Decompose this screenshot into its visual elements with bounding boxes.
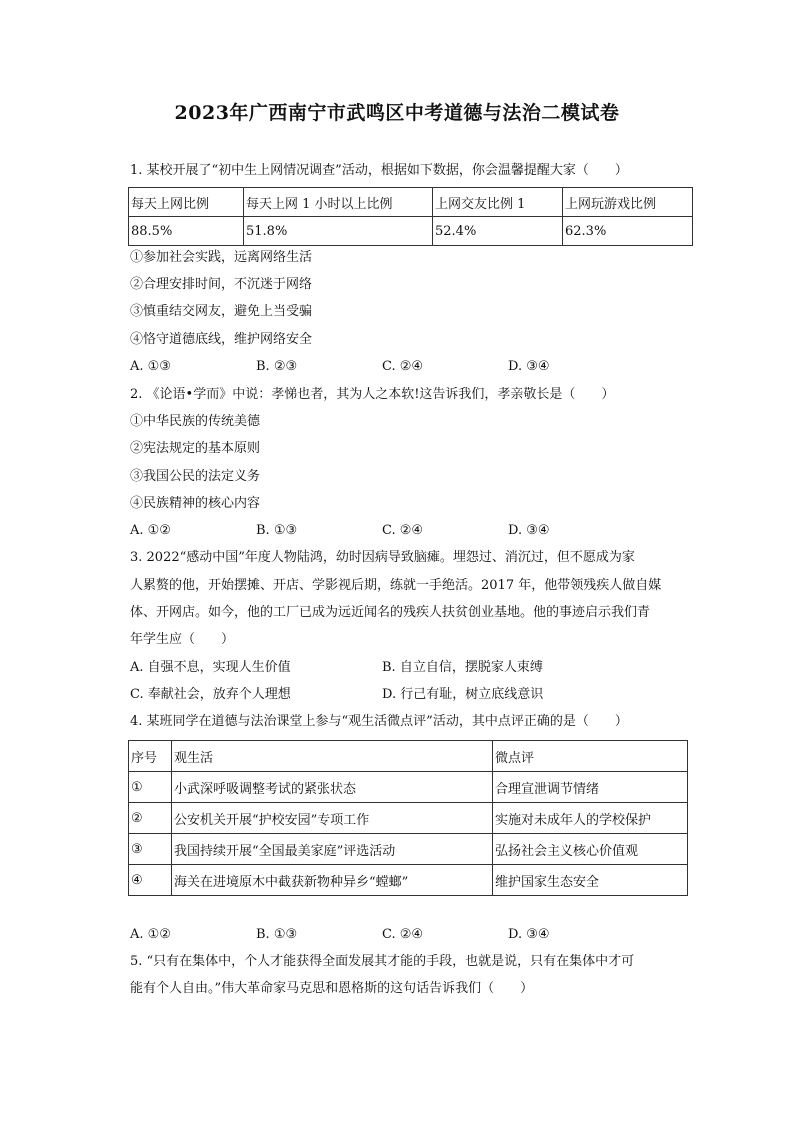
q4-stem: 4. 某班同学在道德与法治课堂上参与“观生活微点评”活动，其中点评正确的是（ ）	[130, 714, 628, 729]
table-row	[129, 803, 688, 834]
q1-options	[130, 358, 690, 376]
table-cell: ②	[129, 803, 172, 834]
table-header-cell: 序号	[129, 741, 172, 772]
option-a[interactable]: A. ①②	[130, 523, 171, 538]
table-cell: 52.4%	[433, 217, 563, 246]
q3-stem-line: 3. 2022“感动中国”年度人物陆鸿，幼时因病导致脑瘫。埋怨过、消沉过，但不愿成为家	[130, 550, 635, 565]
table-cell: 我国持续开展“全国最美家庭”评选活动	[172, 834, 493, 865]
q1-item: ①参加社会实践，远离网络生活	[130, 250, 313, 265]
table-row	[129, 217, 693, 246]
q2-stem: 2. 《论语•学而》中说：孝悌也者，其为人之本软!这告诉我们，孝亲敬长是（ ）	[130, 387, 615, 402]
q2-item: ①中华民族的传统美德	[130, 414, 261, 429]
table-header-cell: 微点评	[493, 741, 688, 772]
option-d[interactable]: D. ③④	[508, 523, 550, 538]
q1-item: ③慎重结交网友，避免上当受骗	[130, 304, 313, 319]
q1-item: ②合理安排时间，不沉迷于网络	[130, 277, 313, 292]
table-cell: 海关在进境原木中截获新物种异乡“螳螂”	[172, 865, 493, 896]
option-c[interactable]: C. ②④	[382, 927, 424, 942]
table-row	[129, 865, 688, 896]
option-c[interactable]: C. ②④	[382, 523, 424, 538]
table-cell: 实施对未成年人的学校保护	[493, 803, 688, 834]
table-cell: 合理宣泄调节情绪	[493, 772, 688, 803]
table-header-cell: 每天上网比例	[129, 188, 244, 217]
table-header-cell: 每天上网 1 小时以上比例	[244, 188, 433, 217]
q1-stem: 1. 某校开展了“初中生上网情况调查”活动，根据如下数据，你会温馨提醒大家（ ）	[130, 163, 628, 178]
option-c[interactable]: C. 奉献社会，放弃个人理想	[130, 687, 291, 702]
table-cell: 公安机关开展“护校安园”专项工作	[172, 803, 493, 834]
page-title: 2023年广西南宁市武鸣区中考道德与法治二模试卷	[174, 102, 620, 124]
q2-options	[130, 522, 690, 540]
option-b[interactable]: B. 自立自信，摆脱家人束缚	[382, 660, 543, 675]
option-c[interactable]: C. ②④	[382, 359, 424, 374]
table-cell: ③	[129, 834, 172, 865]
q3-options-row-1	[130, 659, 690, 677]
table-row	[129, 741, 688, 772]
table-cell: 88.5%	[129, 217, 244, 246]
table-cell: ①	[129, 772, 172, 803]
option-d[interactable]: D. ③④	[508, 359, 550, 374]
table-header-cell: 上网交友比例 1	[433, 188, 563, 217]
option-a[interactable]: A. ①②	[130, 927, 171, 942]
q5-stem-line: 能有个人自由。”伟大革命家马克思和恩格斯的这句话告诉我们（ ）	[130, 981, 534, 996]
table-row	[129, 834, 688, 865]
table-cell: ④	[129, 865, 172, 896]
q1-item: ④恪守道德底线，维护网络安全	[130, 332, 313, 347]
q3-stem-line: 年学生应（ ）	[130, 632, 235, 647]
option-d[interactable]: D. 行己有耻，树立底线意识	[382, 687, 544, 702]
table-cell: 62.3%	[563, 217, 693, 246]
q2-item: ④民族精神的核心内容	[130, 496, 261, 511]
q4-options	[130, 926, 690, 944]
q4-table	[128, 740, 688, 896]
q3-stem-line: 体、开网店。如今，他的工厂已成为远近闻名的残疾人扶贫创业基地。他的事迹启示我们青	[130, 605, 651, 620]
option-b[interactable]: B. ①③	[256, 523, 298, 538]
option-a[interactable]: A. 自强不息，实现人生价值	[130, 660, 291, 675]
table-cell: 弘扬社会主义核心价值观	[493, 834, 688, 865]
table-cell: 51.8%	[244, 217, 433, 246]
table-cell: 维护国家生态安全	[493, 865, 688, 896]
q3-stem-line: 人累赘的他，开始摆摊、开店、学影视后期，练就一手绝活。2017 年，他带领残疾人做自媒	[130, 578, 662, 593]
q5-stem-line: 5. “只有在集体中，个人才能获得全面发展其才能的手段，也就是说，只有在集体中才可	[130, 954, 635, 969]
option-a[interactable]: A. ①③	[130, 359, 171, 374]
option-d[interactable]: D. ③④	[508, 927, 550, 942]
q2-item: ②宪法规定的基本原则	[130, 441, 261, 456]
table-cell: 小武深呼吸调整考试的紧张状态	[172, 772, 493, 803]
table-header-cell: 上网玩游戏比例	[563, 188, 693, 217]
q1-table	[128, 187, 693, 246]
table-row	[129, 772, 688, 803]
option-b[interactable]: B. ②③	[256, 359, 298, 374]
table-header-cell: 观生活	[172, 741, 493, 772]
option-b[interactable]: B. ①③	[256, 927, 298, 942]
table-row	[129, 188, 693, 217]
q3-options-row-2	[130, 686, 690, 704]
q2-item: ③我国公民的法定义务	[130, 469, 261, 484]
